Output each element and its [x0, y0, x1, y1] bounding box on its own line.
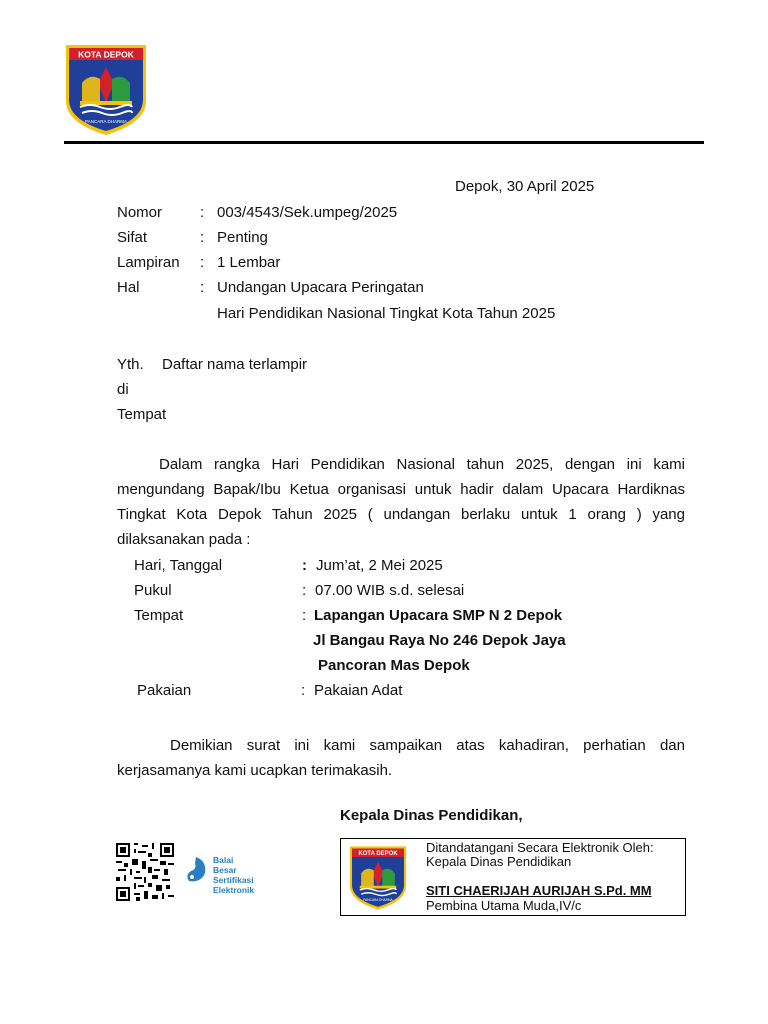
meta-value: Penting [217, 229, 268, 246]
bsre-line3: Elektronik [213, 885, 255, 895]
detail-day-value: Jum’at, 2 Mei 2025 [316, 557, 443, 574]
paragraph-line: kerjasamanya kami ucapkan terimakasih. [117, 762, 393, 779]
letterhead-rule [64, 141, 704, 144]
meta-colon: : [200, 254, 205, 271]
signer-rank: Pembina Utama Muda,IV/c [426, 898, 582, 913]
detail-dress-label: Pakaian [137, 682, 192, 699]
detail-colon: : [302, 557, 307, 574]
meta-label: Lampiran [117, 254, 180, 271]
e-signature-box [340, 838, 686, 916]
paragraph-line: mengundang Bapak/Ibu Ketua organisasi untuk hadir dalam Upacara Hardiknas [117, 481, 685, 498]
detail-day-label: Hari, Tanggal [134, 557, 223, 574]
meta-value: 1 Lembar [217, 254, 281, 271]
meta-label: Nomor [117, 204, 163, 221]
detail-venue-line2: Jl Bangau Raya No 246 Depok Jaya [313, 632, 566, 649]
paragraph-line: Demikian surat ini kami sampaikan atas kahadiran, perhatian dan [170, 737, 685, 754]
detail-dress-value: Pakaian Adat [314, 682, 403, 699]
recipient-place: Tempat [117, 406, 167, 423]
logo-banner-text: KOTA DEPOK [358, 851, 398, 858]
recipient-yth: Yth. [117, 356, 144, 373]
detail-colon: : [301, 682, 306, 699]
kota-depok-logo [64, 43, 148, 137]
detail-venue-line3: Pancoran Mas Depok [318, 657, 470, 674]
recipient-di: di [117, 381, 129, 398]
meta-label: Sifat [117, 229, 148, 246]
signed-by-line2: Kepala Dinas Pendidikan [426, 854, 572, 869]
meta-value-hal-line2: Hari Pendidikan Nasional Tingkat Kota Tahun 2025 [217, 305, 556, 322]
meta-colon: : [200, 204, 205, 221]
meta-colon: : [200, 279, 205, 296]
logo-banner-text: KOTA DEPOK [78, 49, 134, 60]
paragraph-line: dilaksanakan pada : [117, 531, 251, 548]
meta-colon: : [200, 229, 205, 246]
recipient-name: Daftar nama terlampir [162, 356, 308, 373]
intro-paragraph [117, 452, 685, 552]
detail-venue-label: Tempat [134, 607, 184, 624]
signer-name: SITI CHAERIJAH AURIJAH S.Pd. MM [426, 883, 652, 898]
detail-venue-line1: Lapangan Upacara SMP N 2 Depok [314, 607, 563, 624]
place-date: Depok, 30 April 2025 [455, 178, 595, 195]
detail-time-value: 07.00 WIB s.d. selesai [315, 582, 465, 599]
detail-colon: : [302, 582, 307, 599]
logo-motto-text: PANCARA DHARMA [85, 119, 127, 124]
meta-value: Undangan Upacara Peringatan [217, 279, 424, 296]
detail-time-label: Pukul [134, 582, 172, 599]
detail-colon: : [302, 607, 307, 624]
bsre-text [213, 855, 254, 895]
paragraph-line: Tingkat Kota Depok Tahun 2025 ( undangan berlaku untuk 1 orang ) yang [117, 506, 685, 523]
signed-by-line1: Ditandatangani Secara Elektronik Oleh: [426, 840, 654, 855]
meta-label: Hal [117, 279, 140, 296]
bsre-emblem-icon [183, 855, 209, 885]
signature-title: Kepala Dinas Pendidikan, [340, 807, 523, 824]
bsre-line1: Balai Besar [213, 855, 237, 875]
meta-value: 003/4543/Sek.umpeg/2025 [217, 204, 398, 221]
bsre-line2: Sertifikasi [213, 875, 254, 885]
logo-motto-text: PANCARA DHARMA [363, 898, 393, 903]
paragraph-line: Dalam rangka Hari Pendidikan Nasional tahun 2025, dengan ini kami [159, 456, 685, 473]
signature-logo [346, 845, 410, 911]
closing-paragraph [117, 733, 685, 783]
qr-code-icon [116, 843, 174, 901]
